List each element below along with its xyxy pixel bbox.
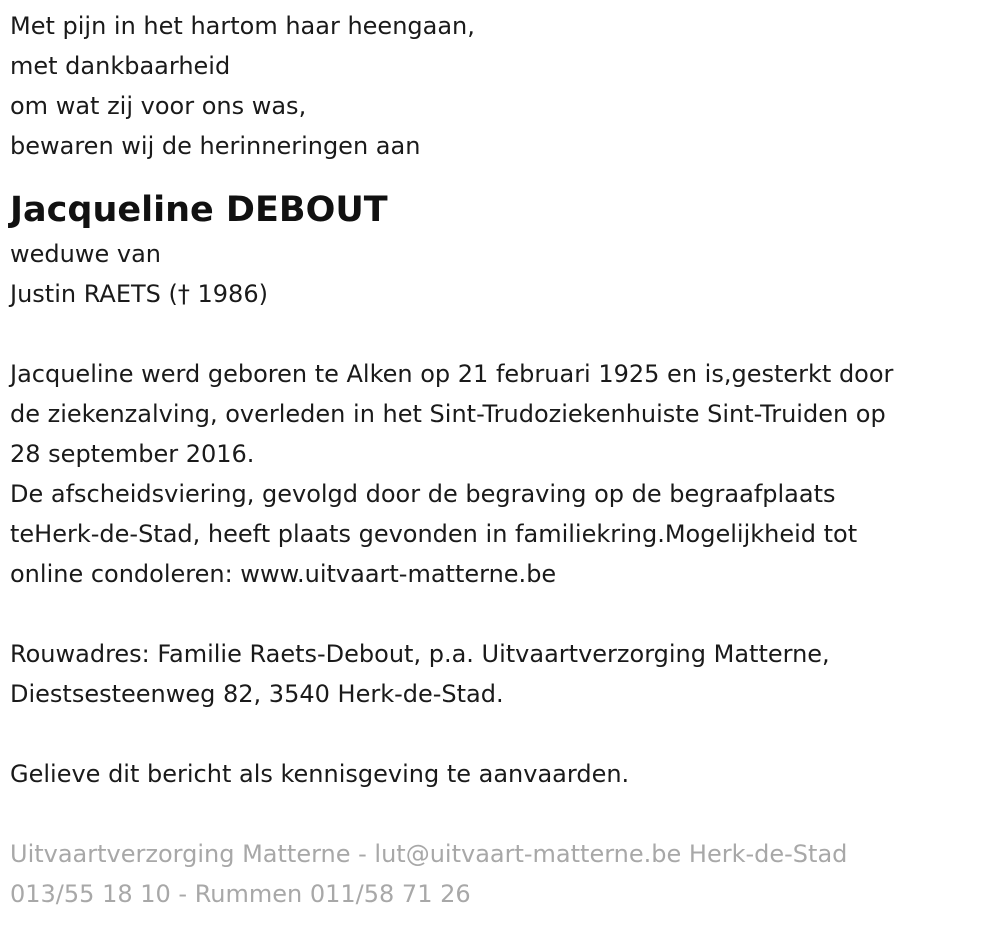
footer-line: Uitvaartverzorging Matterne - lut@uitvaart-matterne.be Herk-de-Stad [10,840,848,868]
biography-line: De afscheidsviering, gevolgd door de begraving op de begraafplaats [10,480,836,508]
biography-block [10,354,1000,594]
biography-line: 28 september 2016. [10,440,255,468]
deceased-block [10,186,1000,314]
intro-line: Met pijn in het hartom haar heengaan, [10,12,475,40]
intro-line: met dankbaarheid [10,52,231,80]
mourning-address-line: Diestsesteenweg 82, 3540 Herk-de-Stad. [10,680,504,708]
intro-line: om wat zij voor ons was, [10,92,307,120]
notice-text: Gelieve dit bericht als kennisgeving te aanvaarden. [10,760,630,788]
biography-line: teHerk-de-Stad, heeft plaats gevonden in familiekring.Mogelijkheid tot [10,520,858,548]
biography-line: Jacqueline werd geboren te Alken op 21 februari 1925 en is,gesterkt door [10,360,894,388]
spacer [10,594,1000,634]
spacer [10,166,1000,180]
footer-line: 013/55 18 10 - Rummen 011/58 71 26 [10,880,471,908]
footer-block [10,834,1000,914]
biography-line: de ziekenzalving, overleden in het Sint-Trudoziekenhuiste Sint-Truiden op [10,400,886,428]
mourning-address-block [10,634,1000,714]
intro-line: bewaren wij de herinneringen aan [10,132,421,160]
mourning-address-line: Rouwadres: Familie Raets-Debout, p.a. Uitvaartverzorging Matterne, [10,640,830,668]
intro-block [10,6,1000,166]
spacer [10,314,1000,354]
biography-line: online condoleren: www.uitvaart-matterne.be [10,560,557,588]
spouse-name: Justin RAETS († 1986) [10,280,268,308]
relation-text: weduwe van [10,240,161,268]
deceased-name: Jacqueline DEBOUT [10,190,388,230]
spacer [10,794,1000,834]
spacer [10,714,1000,754]
